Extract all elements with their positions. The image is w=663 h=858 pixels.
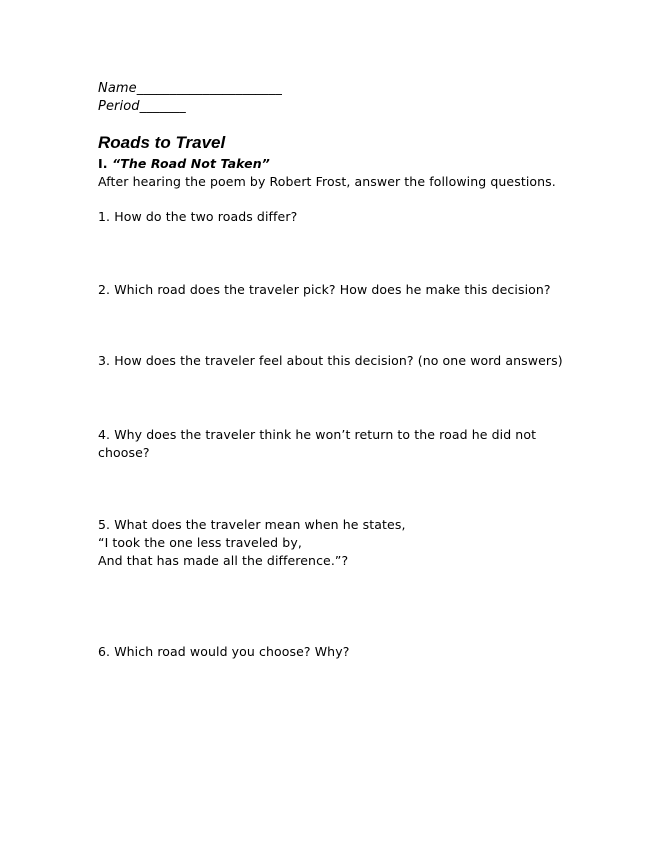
instructions: After hearing the poem by Robert Frost, answer the following questions.	[98, 174, 556, 189]
question-5-quote-line-1: “I took the one less traveled by,	[98, 535, 302, 550]
name-field[interactable]: Name______________________	[98, 81, 282, 96]
question-2: 2. Which road does the traveler pick? How does he make this decision?	[98, 282, 551, 297]
question-4-continued: choose?	[98, 445, 150, 460]
poem-title: “The Road Not Taken”	[112, 156, 270, 171]
question-1: 1. How do the two roads differ?	[98, 209, 298, 224]
question-6: 6. Which road would you choose? Why?	[98, 644, 350, 659]
section-heading	[98, 155, 270, 173]
question-5-quote-line-2: And that has made all the difference.”?	[98, 553, 349, 568]
question-3: 3. How does the traveler feel about this decision? (no one word answers)	[98, 353, 563, 368]
worksheet-title: Roads to Travel	[98, 133, 226, 152]
period-field[interactable]: Period_______	[98, 99, 186, 114]
section-numeral: I.	[98, 156, 108, 171]
question-4: 4. Why does the traveler think he won’t return to the road he did not	[98, 427, 537, 442]
question-5: 5. What does the traveler mean when he states,	[98, 517, 406, 532]
